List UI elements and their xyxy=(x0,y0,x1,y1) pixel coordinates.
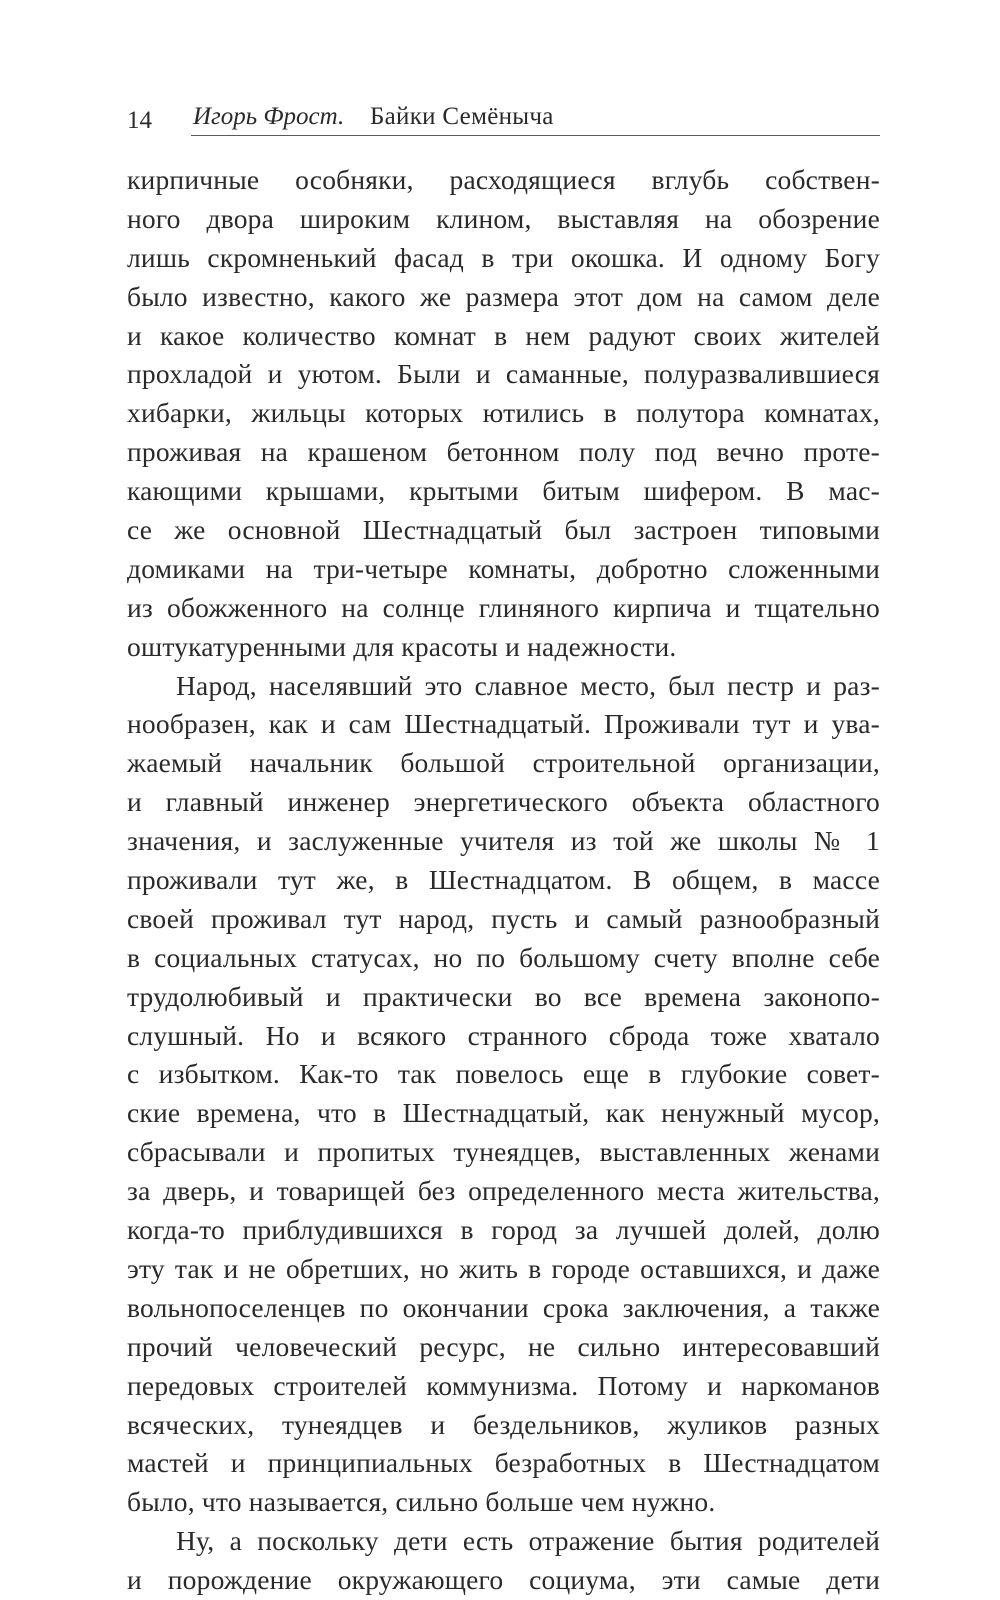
text-line: было известно, какого же размера этот дом на самом деле xyxy=(127,280,880,312)
text-line: передовых строителей коммунизма. Потому и наркоманов xyxy=(127,1369,880,1401)
text-line: вольнопоселенцев по окончании срока заключения, а также xyxy=(127,1291,880,1323)
text-line: лишь скромненький фасад в три окошка. И одному Богу xyxy=(127,241,880,273)
body-text xyxy=(127,161,880,1600)
text-line: за дверь, и товарищей без определенного места жительства, xyxy=(127,1175,880,1207)
text-line: кирпичные особняки, расходящиеся вглубь собствен- xyxy=(127,164,880,195)
text-line: проживали тут же, в Шестнадцатом. В общем, в массе xyxy=(127,864,880,896)
text-line: значения, и заслуженные учителя из той же школы № 1 xyxy=(127,825,880,857)
paragraph xyxy=(127,161,880,667)
text-line: и главный инженер энергетического объекта областного xyxy=(127,786,880,818)
text-line: се же основной Шестнадцатый был застроен типовыми xyxy=(127,514,880,546)
text-line: трудолюбивый и практически во все времена законопо- xyxy=(127,980,880,1012)
text-line: мастей и принципиальных безработных в Шестнадцатом xyxy=(127,1447,880,1479)
text-line: проживая на крашеном бетонном полу под вечно проте- xyxy=(127,436,880,468)
text-line: ного двора широким клином, выставляя на обозрение xyxy=(127,202,880,234)
text-line: из обожженного на солнце глиняного кирпича и тщательно xyxy=(127,591,880,623)
text-line: оштукатуренными для красоты и надежности. xyxy=(127,630,677,662)
text-line: прочий человеческий ресурс, не сильно интересовавший xyxy=(127,1330,880,1362)
text-line: сбрасывали и пропитых тунеядцев, выставленных женами xyxy=(127,1136,880,1168)
text-line: нообразен, как и сам Шестнадцатый. Проживали тут и ува- xyxy=(127,708,880,740)
running-head xyxy=(127,98,880,138)
text-line: слушный. Но и всякого странного сброда тоже хватало xyxy=(127,1019,880,1051)
paragraph xyxy=(127,667,880,1523)
text-line: домиками на три-четыре комнаты, добротно сложенными xyxy=(127,552,880,584)
text-line: хибарки, жильцы которых ютились в полутора комнатах, xyxy=(127,397,880,429)
paragraph xyxy=(127,1522,880,1600)
text-line: эту так и не обретших, но жить в городе оставшихся, и даже xyxy=(127,1252,880,1284)
text-line: и порождение окружающего социума, эти самые дети xyxy=(127,1564,880,1596)
text-line: и какое количество комнат в нем радуют своих жителей xyxy=(127,319,880,351)
running-head-author: Игорь Фрост. xyxy=(193,103,345,130)
text-line: прохладой и уютом. Были и саманные, полуразвалившиеся xyxy=(127,358,880,390)
text-line: жаемый начальник большой строительной организации, xyxy=(127,747,880,779)
page-number: 14 xyxy=(127,107,152,134)
text-line: когда-то приблудившихся в город за лучшей долей, долю xyxy=(127,1214,880,1246)
text-line: ские времена, что в Шестнадцатый, как ненужный мусор, xyxy=(127,1097,880,1129)
text-line: Ну, а поскольку дети есть отражение бытия родителей xyxy=(176,1525,880,1557)
header-rule xyxy=(191,135,880,136)
running-head-title: Байки Семёныча xyxy=(370,103,554,130)
text-line: с избытком. Как-то так повелось еще в глубокие совет- xyxy=(127,1058,880,1090)
text-line: своей проживал тут народ, пусть и самый разнообразный xyxy=(127,902,880,934)
text-line: Народ, населявший это славное место, был пестр и раз- xyxy=(176,669,880,701)
text-line: в социальных статусах, но по большому счету вполне себе xyxy=(127,941,880,973)
text-line: было, что называется, сильно больше чем нужно. xyxy=(127,1486,716,1518)
text-line: кающими крышами, крытыми битым шифером. В мас- xyxy=(127,475,880,507)
text-line: всяческих, тунеядцев и бездельников, жуликов разных xyxy=(127,1408,880,1440)
